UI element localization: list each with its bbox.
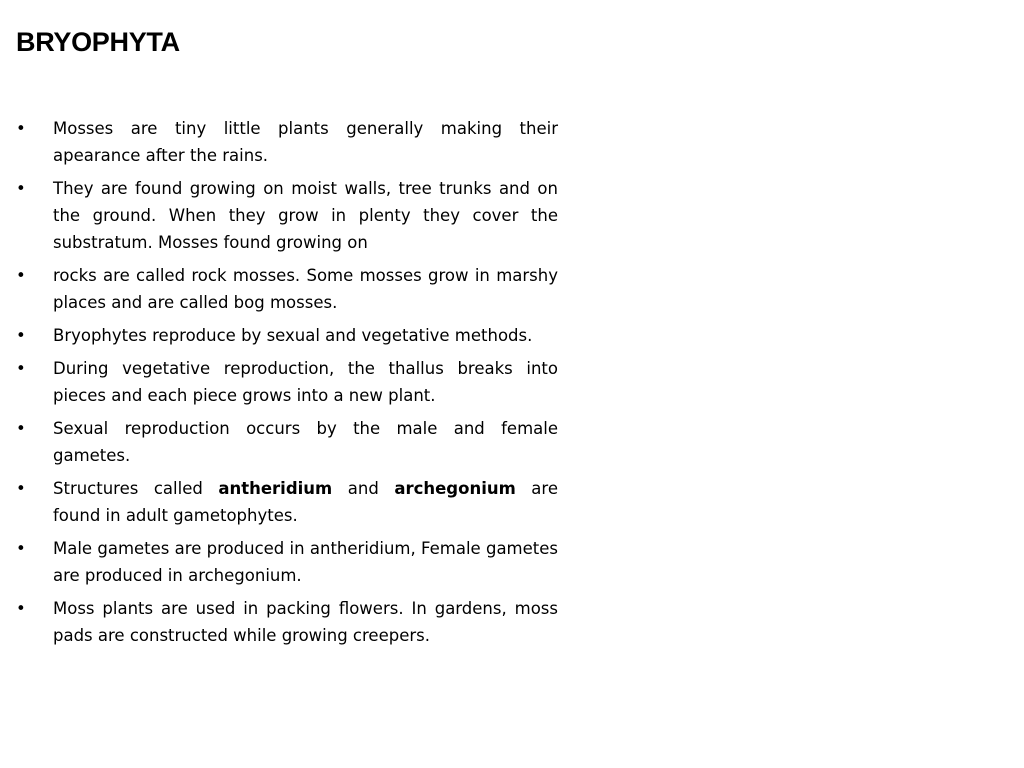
bullet-item: [16, 415, 558, 469]
bullet-item: [16, 595, 558, 649]
bullet-text: Mosses are tiny little plants generally making their apearance after the rains.: [53, 119, 558, 165]
bullet-text: They are found growing on moist walls, tree trunks and on the ground. When they grow in plenty they cover the substratum. Mosses found growing on: [53, 179, 558, 252]
text-run: are found in adult gametophytes.: [53, 479, 558, 525]
bullet-dot-icon: •: [16, 326, 26, 345]
bullet-dot-icon: •: [16, 119, 26, 138]
slide-title: BRYOPHYTA: [16, 27, 180, 57]
bullet-text: During vegetative reproduction, the thallus breaks into pieces and each piece grows into a new plant.: [53, 359, 558, 405]
bold-term: archegonium: [394, 479, 516, 498]
text-run: Structures called: [53, 479, 219, 498]
bullet-dot-icon: •: [16, 479, 26, 498]
bullet-text: Male gametes are produced in antheridium, Female gametes are produced in archegonium.: [53, 539, 558, 585]
bullet-dot-icon: •: [16, 179, 26, 198]
bullet-text: Sexual reproduction occurs by the male and female gametes.: [53, 419, 558, 465]
bullet-text: [53, 479, 558, 525]
bullet-text: Moss plants are used in packing flowers. In gardens, moss pads are constructed while growing creepers.: [53, 599, 558, 645]
bullet-item: [16, 322, 558, 349]
bullet-dot-icon: •: [16, 419, 26, 438]
bullet-item: [16, 262, 558, 316]
text-run: and: [332, 479, 395, 498]
bullet-dot-icon: •: [16, 599, 26, 618]
bullet-text: rocks are called rock mosses. Some mosses grow in marshy places and are called bog mosses.: [53, 266, 558, 312]
bullet-list: [16, 115, 558, 655]
bullet-item: [16, 115, 558, 169]
bullet-item: [16, 355, 558, 409]
bullet-item: [16, 475, 558, 529]
bullet-dot-icon: •: [16, 359, 26, 378]
bullet-item: [16, 535, 558, 589]
bullet-dot-icon: •: [16, 266, 26, 285]
bold-term: antheridium: [218, 479, 333, 498]
bullet-item: [16, 175, 558, 256]
bullet-dot-icon: •: [16, 539, 26, 558]
bullet-text: Bryophytes reproduce by sexual and vegetative methods.: [53, 326, 533, 345]
